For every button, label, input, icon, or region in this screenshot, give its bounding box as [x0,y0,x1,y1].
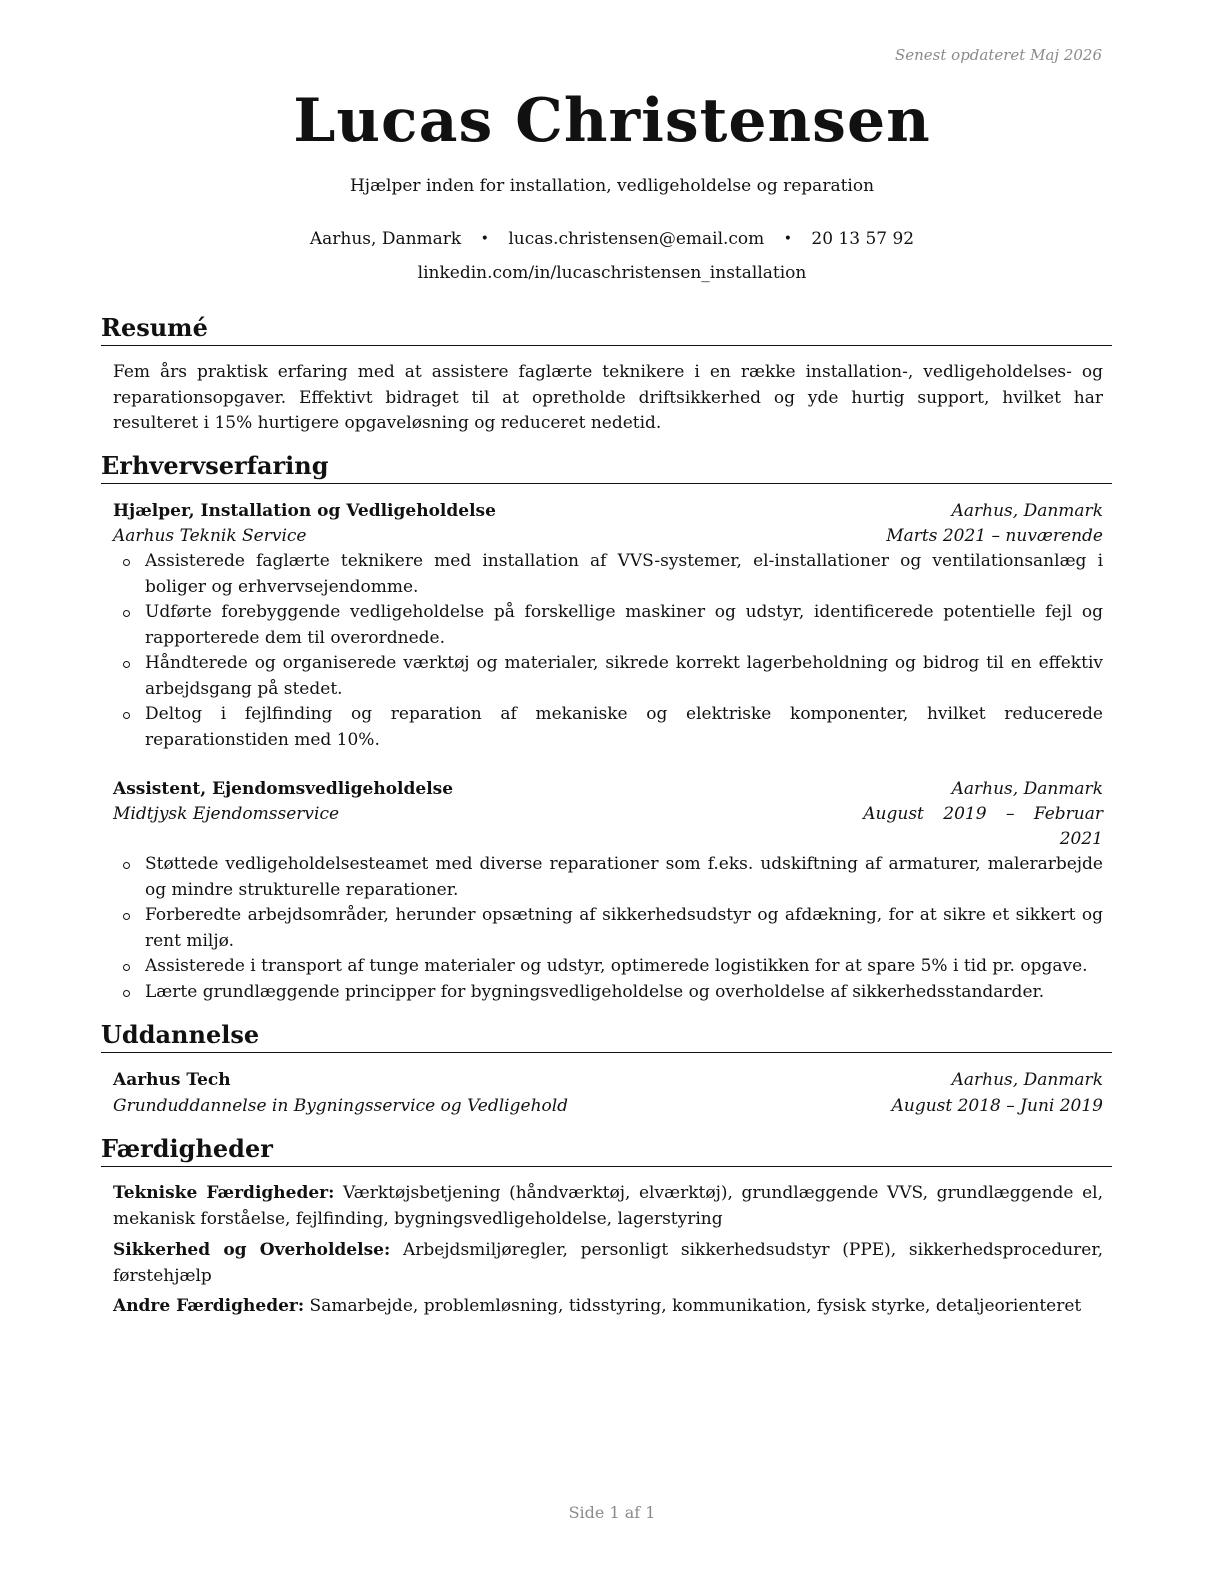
skill-label: Tekniske Færdigheder: [113,1183,335,1203]
job-bullets [113,549,1103,753]
list-item: Assisterede i transport af tunge materialer og udstyr, optimerede logistikken for at spare 5% i tid pr. opgave. [113,954,1103,980]
list-item: Assisterede faglærte teknikere med installation af VVS-systemer, el-installationer og ventilationsanlæg i boliger og erhvervsejendomme. [113,549,1103,600]
list-item: Håndterede og organiserede værktøj og materialer, sikrede korrekt lagerbeholdning og bidrog til en effektiv arbejdsgang på stedet. [113,651,1103,702]
job-header [113,498,1103,524]
job-role: Hjælper, Installation og Vedligeholdelse [113,501,496,521]
page-number: Side 1 af 1 [568,1503,656,1522]
skill-group-other [113,1294,1103,1320]
summary-text: Fem års praktisk erfaring med at assistere faglærte teknikere i en række installation-, vedligeholdelses- og reparationsopgaver. Effektivt bidraget til at opretholde driftsikkerhed og yde hurtig support, hvilket har resulteret i 15% hurtigere opgaveløsning og reduceret nedetid. [113,362,1103,433]
candidate-tagline: Hjælper inden for installation, vedligeholdelse og reparation [349,176,875,196]
circle-bullet-icon [123,964,130,971]
list-item: Udførte forebyggende vedligeholdelse på forskellige maskiner og udstyr, identificerede potentielle fejl og rapporterede dem til overordnede. [113,600,1103,651]
education-program: Grunduddannelse in Bygningsservice og Vedligehold [113,1096,569,1116]
bullet-separator-icon: • [783,231,792,247]
circle-bullet-icon [123,559,130,566]
list-item: Støttede vedligeholdelsesteamet med diverse reparationer som f.eks. udskiftning af armaturer, malerarbejde og mindre strukturelle reparationer. [113,852,1103,903]
education-location: Aarhus, Danmark [951,1070,1103,1090]
circle-bullet-icon [123,610,130,617]
skill-text: Samarbejde, problemløsning, tidsstyring, kommunikation, fysisk styrke, detaljeorienteret [304,1296,1082,1316]
job-location: Aarhus, Danmark [951,501,1103,521]
job-dates: Marts 2021 – nuværende [886,526,1103,546]
job-bullets [113,852,1103,1005]
skill-label: Andre Færdigheder: [113,1296,305,1316]
skill-group-safety [113,1238,1103,1289]
skill-label: Sikkerhed og Overholdelse: [113,1240,391,1260]
contact-phone: 20 13 57 92 [811,229,915,249]
education-header [113,1067,1103,1093]
education-school: Aarhus Tech [113,1070,231,1090]
skill-text: Arbejdsmiljøregler, personligt sikkerhedsudstyr (PPE), sikkerhedsprocedurer, førstehjælp [113,1240,1103,1286]
list-item: Deltog i fejlfinding og reparation af mekaniske og elektriske komponenter, hvilket reducerede reparationstiden med 10%. [113,702,1103,753]
circle-bullet-icon [123,712,130,719]
list-item: Forberedte arbejdsområder, herunder opsætning af sikkerhedsudstyr og afdækning, for at sikre et sikkert og rent miljø. [113,903,1103,954]
list-item: Lærte grundlæggende principper for bygningsvedligeholdelse og overholdelse af sikkerhedsstandarder. [113,980,1103,1006]
job-dates-continued [113,826,1103,852]
job-subheader [113,801,1103,827]
candidate-name: Lucas Christensen [293,86,931,156]
contact-email[interactable]: lucas.christensen@email.com [508,229,765,249]
job-dates: August 2019 – Februar [863,804,1103,824]
skill-group-technical [113,1181,1103,1232]
contact-location: Aarhus, Danmark [309,229,462,249]
circle-bullet-icon [123,990,130,997]
job-company: Midtjysk Ejendomsservice [113,804,340,824]
contact-linkedin[interactable]: linkedin.com/in/lucaschristensen_installation [417,263,807,283]
section-title-skills: Færdigheder [101,1134,1112,1167]
job-header [113,776,1103,802]
circle-bullet-icon [123,862,130,869]
job-company: Aarhus Teknik Service [113,526,307,546]
education-subheader [113,1093,1103,1119]
job-subheader [113,523,1103,549]
circle-bullet-icon [123,913,130,920]
job-dates-year: 2021 [1059,829,1103,849]
section-title-experience: Erhvervserfaring [101,451,1112,484]
skill-text: Værktøjsbetjening (håndværktøj, elværktøj), grundlæggende VVS, grundlæggende el, mekanisk forståelse, fejlfinding, bygningsvedligeholdelse, lagerstyring [113,1183,1103,1229]
job-role: Assistent, Ejendomsvedligeholdelse [113,779,454,799]
last-updated: Senest opdateret Maj 2026 [894,46,1102,64]
bullet-separator-icon: • [480,231,489,247]
section-title-education: Uddannelse [101,1020,1112,1053]
contact-line [0,229,1224,249]
education-dates: August 2018 – Juni 2019 [891,1096,1103,1116]
section-title-summary: Resumé [101,313,1112,346]
circle-bullet-icon [123,661,130,668]
job-location: Aarhus, Danmark [951,779,1103,799]
